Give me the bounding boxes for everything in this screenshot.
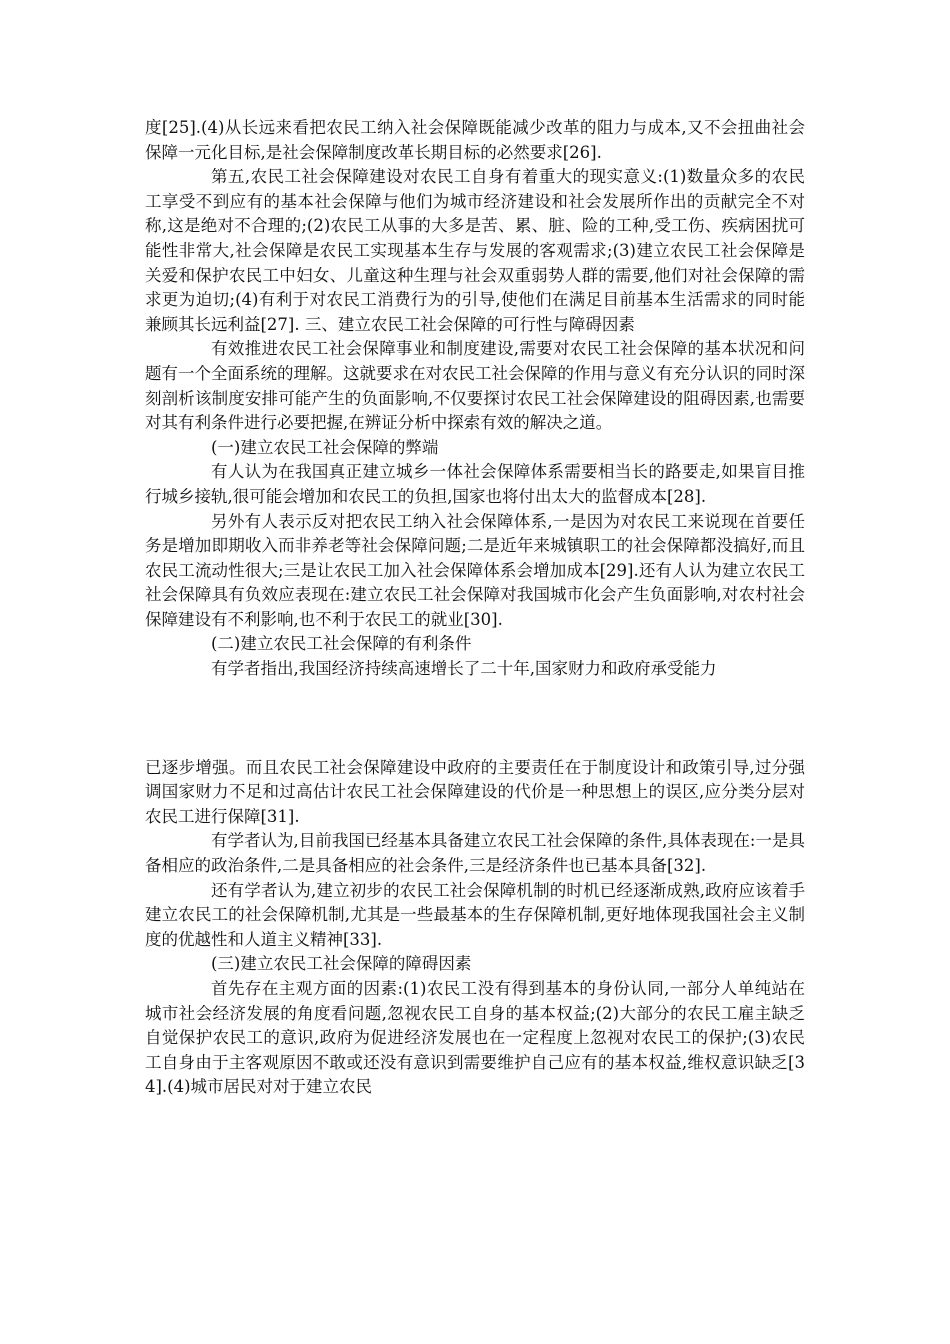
section-heading: (一)建立农民工社会保障的弊端 [211, 437, 439, 457]
paragraph: 有效推进农民工社会保障事业和制度建设,需要对农民工社会保障的基本状况和问题有一个全面系统的理解。这就要求在对农民工社会保障的作用与意义有充分认识的同时深刻剖析该制度安排可能产生的负面影响,不仅要探讨农民工社会保障建设的阻碍因素,也需要对其有利条件进行必要把握,在辨证分析中探索有效的解决之道。 [145, 339, 805, 433]
document-page [145, 116, 805, 1100]
paragraph: 有学者认为,目前我国已经基本具备建立农民工社会保障的条件,具体表现在:一是具备相应的政治条件,二是具备相应的社会条件,三是经济条件也已基本具备[32]. [145, 831, 805, 876]
page-break-gap [145, 682, 805, 756]
section-heading: (二)建立农民工社会保障的有利条件 [211, 634, 472, 654]
paragraph: 首先存在主观方面的因素:(1)农民工没有得到基本的身份认同,一部分人单纯站在城市社会经济发展的角度看问题,忽视农民工自身的基本权益;(2)大部分的农民工雇主缺乏自觉保护农民工的意识,政府为促进经济发展也在一定程度上忽视对农民工的保护;(3)农民工自身由于主客观原因不敢或还没有意识到需要维护自己应有的基本权益,维权意识缺乏[34].(4)城市居民对对于建立农民 [145, 979, 805, 1097]
paragraph: 另外有人表示反对把农民工纳入社会保障体系,一是因为对农民工来说现在首要任务是增加即期收入而非养老等社会保障问题;二是近年来城镇职工的社会保障都没搞好,而且农民工流动性很大;三是让农民工加入社会保障体系会增加成本[29].还有人认为建立农民工社会保障具有负效应表现在:建立农民工社会保障对我国城市化会产生负面影响,对农村社会保障建设有不利影响,也不利于农民工的就业[30]. [145, 511, 805, 629]
text-block-upper [145, 116, 805, 682]
paragraph-continuation: 已逐步增强。而且农民工社会保障建设中政府的主要责任在于制度设计和政策引导,过分强调国家财力不足和过高估计农民工社会保障建设的代价是一种思想上的误区,应分类分层对农民工进行保障[31]. [145, 757, 805, 826]
section-heading: (三)建立农民工社会保障的障碍因素 [211, 954, 472, 974]
paragraph-continuation: 度[25].(4)从长远来看把农民工纳入社会保障既能减少改革的阻力与成本,又不会扭曲社会保障一元化目标,是社会保障制度改革长期目标的必然要求[26]. [145, 118, 805, 162]
paragraph: 第五,农民工社会保障建设对农民工自身有着重大的现实意义:(1)数量众多的农民工享受不到应有的基本社会保障与他们为城市经济建设和社会发展所作出的贡献完全不对称,这是绝对不合理的;(2)农民工从事的大多是苦、累、脏、险的工种,受工伤、疾病困扰可能性非常大,社会保障是农民工实现基本生存与发展的客观需求;(3)建立农民工社会保障是关爱和保护农民工中妇女、儿童这种生理与社会双重弱势人群的需要,他们对社会保障的需求更为迫切;(4)有利于对农民工消费行为的引导,使他们在满足目前基本生活需求的同时能兼顾其长远利益[27]. 三、建立农民工社会保障的可行性与障碍因素 [145, 167, 805, 334]
paragraph: 有学者指出,我国经济持续高速增长了二十年,国家财力和政府承受能力 [211, 659, 717, 679]
paragraph: 还有学者认为,建立初步的农民工社会保障机制的时机已经逐渐成熟,政府应该着手建立农民工的社会保障机制,尤其是一些最基本的生存保障机制,更好地体现我国社会主义制度的优越性和人道主义精神[33]. [145, 880, 805, 949]
text-block-lower [145, 756, 805, 1100]
paragraph: 有人认为在我国真正建立城乡一体社会保障体系需要相当长的路要走,如果盲目推行城乡接轨,很可能会增加和农民工的负担,国家也将付出太大的监督成本[28]. [145, 462, 805, 506]
